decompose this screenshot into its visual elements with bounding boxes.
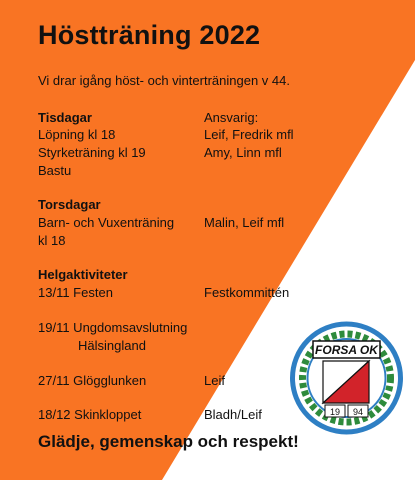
- tuesday-activity-1: Löpning kl 18: [38, 127, 116, 142]
- tuesday-heading: Tisdagar: [38, 110, 92, 125]
- intro-text: Vi drar igång höst- och vinterträningen v 44.: [38, 73, 290, 88]
- weekend-event-4: 18/12 Skinkloppet: [38, 407, 142, 422]
- tuesday-activity-2: Styrketräning kl 19: [38, 145, 146, 160]
- weekend-responsible-1: Festkommittén: [204, 285, 290, 300]
- thursday-activity-line1: Barn- och Vuxenträning: [38, 215, 175, 230]
- logo-year-left: 19: [329, 407, 341, 417]
- weekend-event-1: 13/11 Festen: [38, 285, 113, 300]
- weekend-event-3: 27/11 Glögglunken: [38, 373, 147, 388]
- weekend-responsible-4: Bladh/Leif: [204, 407, 262, 422]
- thursday-activity-line2: kl 18: [38, 233, 66, 248]
- thursday-responsible: Malin, Leif mfl: [204, 215, 285, 230]
- weekend-heading: Helgaktiviteter: [38, 267, 128, 282]
- weekend-responsible-3: Leif: [204, 373, 225, 388]
- thursday-heading: Torsdagar: [38, 197, 101, 212]
- logo-name-text: FORSA OK: [315, 343, 378, 357]
- weekend-event-2: 19/11 Ungdomsavslutning: [38, 320, 188, 335]
- weekend-event-2-line2: Hälsingland: [78, 338, 146, 353]
- tuesday-responsible-1: Leif, Fredrik mfl: [204, 127, 294, 142]
- forsa-ok-logo: [289, 321, 404, 435]
- footer-slogan: Glädje, gemenskap och respekt!: [38, 432, 299, 451]
- page-title: Höstträning 2022: [38, 20, 261, 50]
- responsible-heading: Ansvarig:: [204, 110, 259, 125]
- tuesday-activity-3: Bastu: [38, 163, 72, 178]
- logo-year-right: 94: [352, 407, 364, 417]
- tuesday-responsible-2: Amy, Linn mfl: [204, 145, 282, 160]
